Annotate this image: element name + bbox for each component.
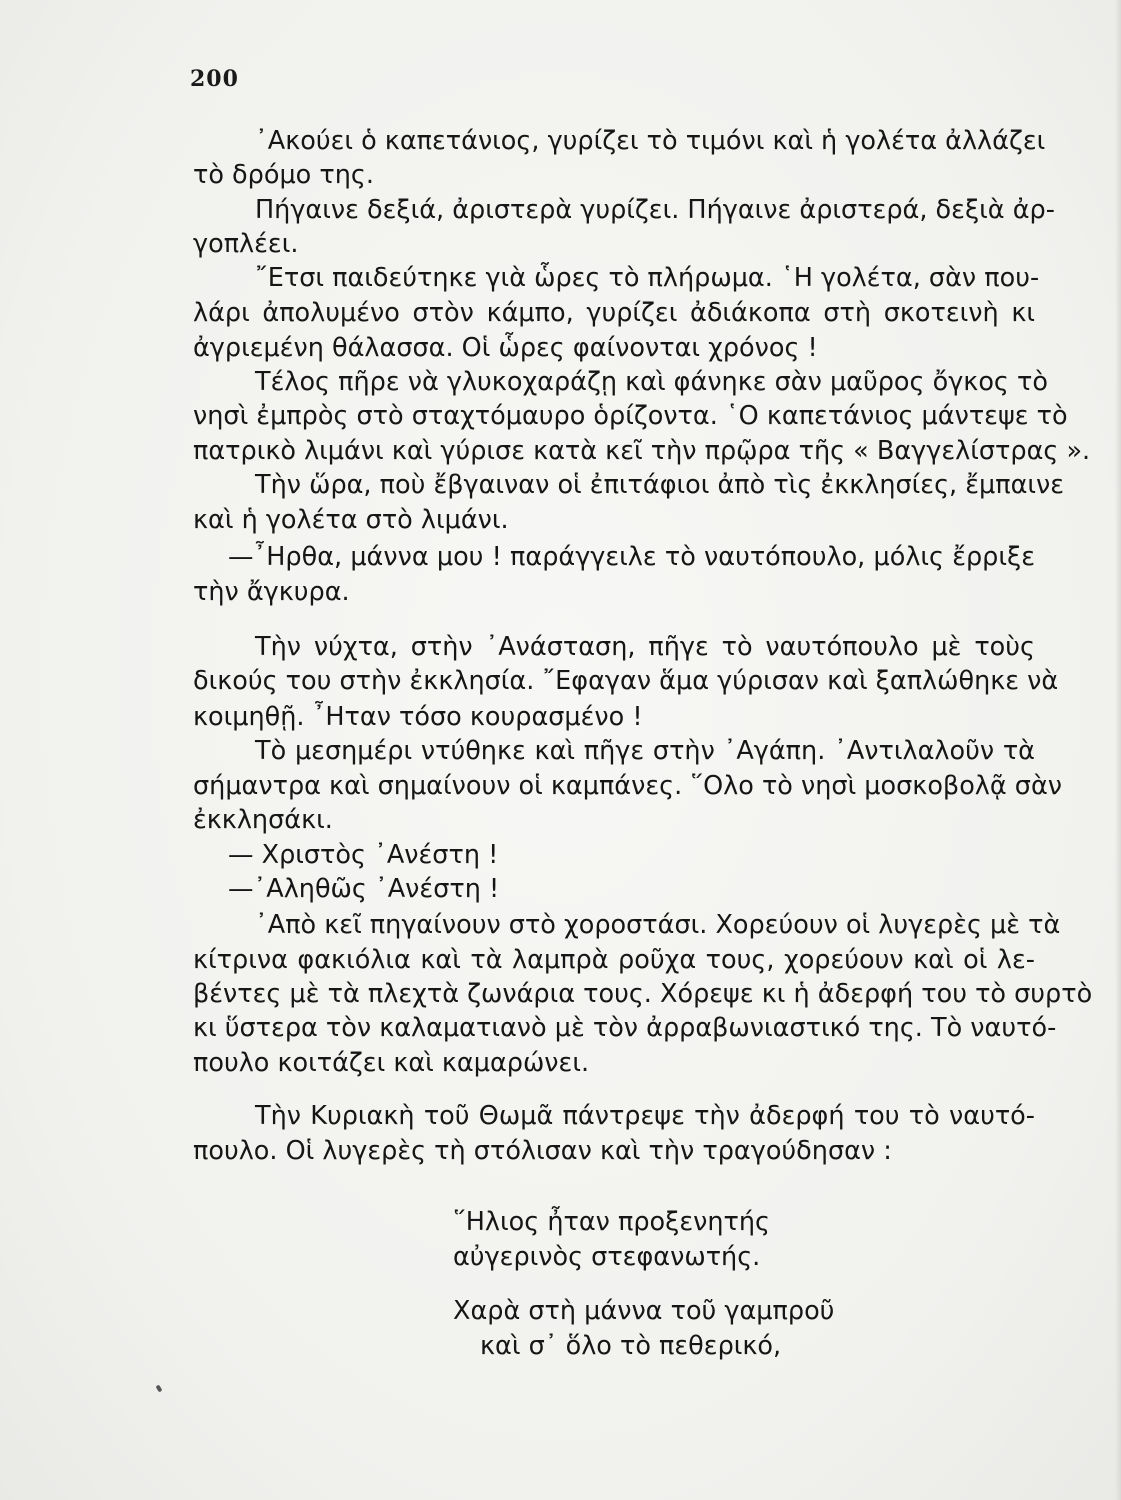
text-line: Τὸ μεσημέρι ντύθηκε καὶ πῆγε στὴν ᾿Αγάπη. ᾿Αντιλαλοῦν τὰ [255,736,1035,766]
verse-line: ῞Ηλιος ἦταν προξενητής [453,1207,771,1237]
page-number: 200 [190,66,239,92]
verse-line: καὶ σ᾿ ὅλο τὸ πεθερικό, [480,1331,782,1361]
ink-speck [156,1384,163,1392]
text-line: ῎Ετσι παιδεύτηκε γιὰ ὧρες τὸ πλήρωμα. ῾Η γολέτα, σὰν που- [255,263,1040,293]
text-line: γοπλέει. [193,229,299,259]
text-line: Τὴν ὥρα, ποὺ ἔβγαιναν οἱ ἐπιτάφιοι ἀπὸ τὶς ἐκκλησίες, ἔμπαινε [255,470,1065,500]
text-line: — Χριστὸς ᾿Ανέστη ! [228,840,499,870]
page-edge-shadow [1115,0,1121,1500]
text-line: πουλο. Οἱ λυγερὲς τὴ στόλισαν καὶ τὴν τραγούδησαν : [193,1136,892,1166]
text-line: ᾿Ακούει ὁ καπετάνιος, γυρίζει τὸ τιμόνι καὶ ἡ γολέτα ἀλλάζει [255,126,1046,156]
text-line: Τὴν νύχτα, στὴν ᾿Ανάσταση, πῆγε τὸ ναυτόπουλο μὲ τοὺς [255,632,1035,662]
text-line: κίτρινα φακιόλια καὶ τὰ λαμπρὰ ροῦχα τους, χορεύουν καὶ οἱ λε- [193,945,1035,975]
text-line: κοιμηθῇ. ῏Ηταν τόσο κουρασμένο ! [193,702,643,732]
text-line: —᾿Αληθῶς ᾿Ανέστη ! [228,874,500,904]
text-line: —῏Ηρθα, μάννα μου ! παράγγειλε τὸ ναυτόπουλο, μόλις ἔρριξε [228,542,1035,572]
text-line: βέντες μὲ τὰ πλεχτὰ ζωνάρια τους. Χόρεψε κι ἡ ἀδερφή του τὸ συρτὸ [193,979,1093,1009]
text-line: τὸ δρόμο της. [193,160,374,190]
text-line: πουλο κοιτάζει καὶ καμαρώνει. [193,1048,590,1078]
text-line: δικούς του στὴν ἐκκλησία. ῎Εφαγαν ἅμα γύρισαν καὶ ξαπλώθηκε νὰ [193,666,1059,696]
text-line: κι ὕστερα τὸν καλαματιανὸ μὲ τὸν ἀρραβωνιαστικό της. Τὸ ναυτό- [193,1013,1057,1043]
text-line: ἐκκλησάκι. [193,805,333,835]
text-line: λάρι ἀπολυμένο στὸν κάμπο, γυρίζει ἀδιάκοπα στὴ σκοτεινὴ κι [193,298,1035,328]
text-line: Πήγαινε δεξιά, ἀριστερὰ γυρίζει. Πήγαινε ἀριστερά, δεξιὰ ἀρ- [255,195,1055,225]
text-line: τὴν ἄγκυρα. [193,577,350,607]
verse-line: Χαρὰ στὴ μάννα τοῦ γαμπροῦ [453,1296,835,1326]
text-line: Τὴν Κυριακὴ τοῦ Θωμᾶ πάντρεψε τὴν ἀδερφή του τὸ ναυτό- [255,1101,1035,1131]
text-line: πατρικὸ λιμάνι καὶ γύρισε κατὰ κεῖ τὴν πρῷρα τῆς « Βαγγελίστρας ». [193,436,1091,466]
text-line: ᾿Απὸ κεῖ πηγαίνουν στὸ χοροστάσι. Χορεύουν οἱ λυγερὲς μὲ τὰ [255,910,1061,940]
text-line: ἀγριεμένη θάλασσα. Οἱ ὧρες φαίνονται χρόνος ! [193,333,818,363]
text-line: νησὶ ἐμπρὸς στὸ σταχτόμαυρο ὁρίζοντα. ῾Ο καπετάνιος μάντεψε τὸ [193,401,1068,431]
text-line: σήμαντρα καὶ σημαίνουν οἱ καμπάνες. ῞Ολο τὸ νησὶ μοσκοβολᾷ σὰν [193,771,1063,801]
text-line: καὶ ἡ γολέτα στὸ λιμάνι. [193,505,509,535]
verse-line: αὐγερινὸς στεφανωτής. [453,1242,761,1272]
text-line: Τέλος πῆρε νὰ γλυκοχαράζῃ καὶ φάνηκε σὰν μαῦρος ὄγκος τὸ [255,367,1048,397]
